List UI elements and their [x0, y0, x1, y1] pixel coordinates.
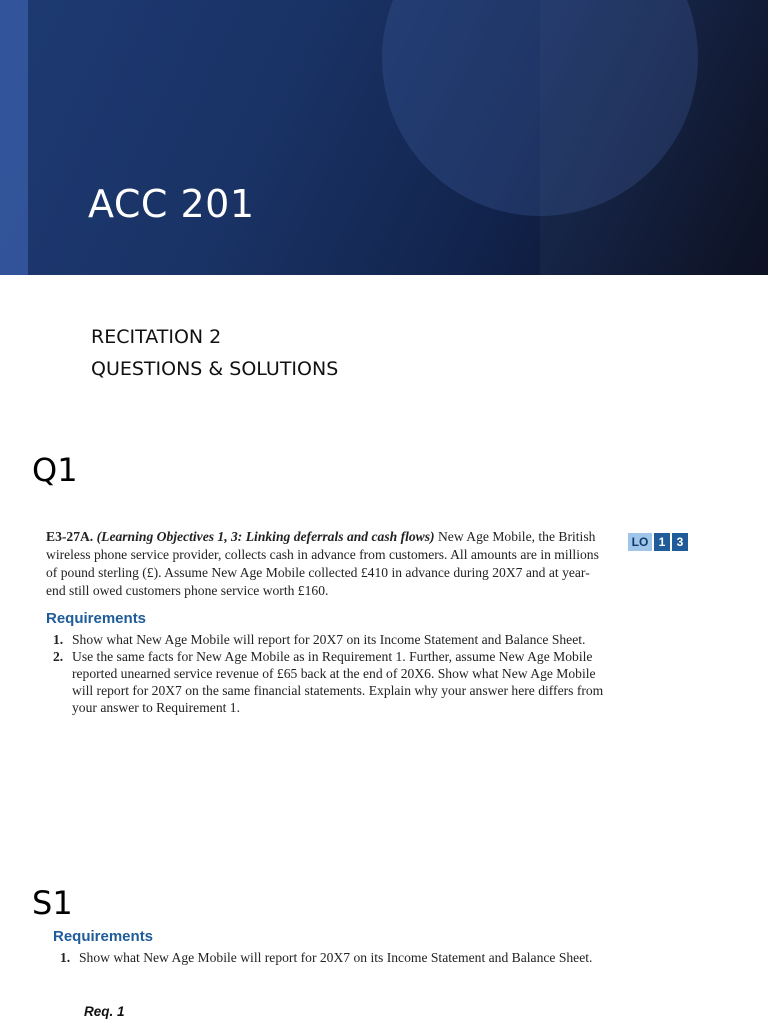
requirement-text: Show what New Age Mobile will report for 20X7 on its Income Statement and Balance Sheet.: [79, 950, 593, 965]
lo-label: LO: [628, 533, 652, 551]
title-banner: [0, 0, 768, 275]
requirements-heading: Requirements: [53, 928, 154, 945]
req-1-label: Req. 1: [84, 1004, 125, 1019]
list-item: [46, 631, 606, 648]
subtitle-questions: QUESTIONS & SOLUTIONS: [91, 358, 339, 380]
requirement-number: 1.: [53, 632, 64, 647]
presentation-title: ACC 201: [88, 182, 255, 226]
requirements-list: [46, 631, 606, 716]
requirements-heading: Requirements: [46, 610, 147, 627]
exercise-id: E3-27A.: [46, 529, 94, 544]
learning-objective-badge: [628, 533, 688, 551]
list-item: [46, 648, 606, 716]
exercise-paragraph: [46, 528, 606, 600]
lo-number: 1: [654, 533, 670, 551]
exercise-excerpt: [46, 528, 606, 716]
requirement-number: 1.: [60, 950, 71, 965]
requirement-text: Show what New Age Mobile will report for 20X7 on its Income Statement and Balance Sheet.: [72, 632, 586, 647]
requirements-list: [53, 949, 613, 966]
requirement-text: Use the same facts for New Age Mobile as in Requirement 1. Further, assume New Age Mobile reported unearned service revenue of £65 back at the end of 20X6. Show what New Age Mobile will report for 20X7 on the same financial statements. Explain why your answer here differs from your answer to Requirement 1.: [72, 649, 604, 715]
solution-excerpt: [53, 928, 613, 966]
exercise-text: New Age Mobile, the British wireless phone service provider, collects cash in advance from customers. All amounts are in millions of pound sterling (£). Assume New Age Mobile collected £410 in advance during 20X7 and at year-end still owed customers phone service worth £160.: [46, 529, 599, 598]
requirement-number: 2.: [53, 649, 64, 664]
subtitle-recitation: RECITATION 2: [91, 326, 222, 348]
exercise-topic: (Learning Objectives 1, 3: Linking deferrals and cash flows): [96, 529, 435, 544]
lo-number: 3: [672, 533, 688, 551]
slide-label-s1: S1: [32, 884, 73, 922]
slide-label-q1: Q1: [32, 451, 78, 489]
list-item: [53, 949, 613, 966]
banner-stripe: [0, 0, 28, 275]
